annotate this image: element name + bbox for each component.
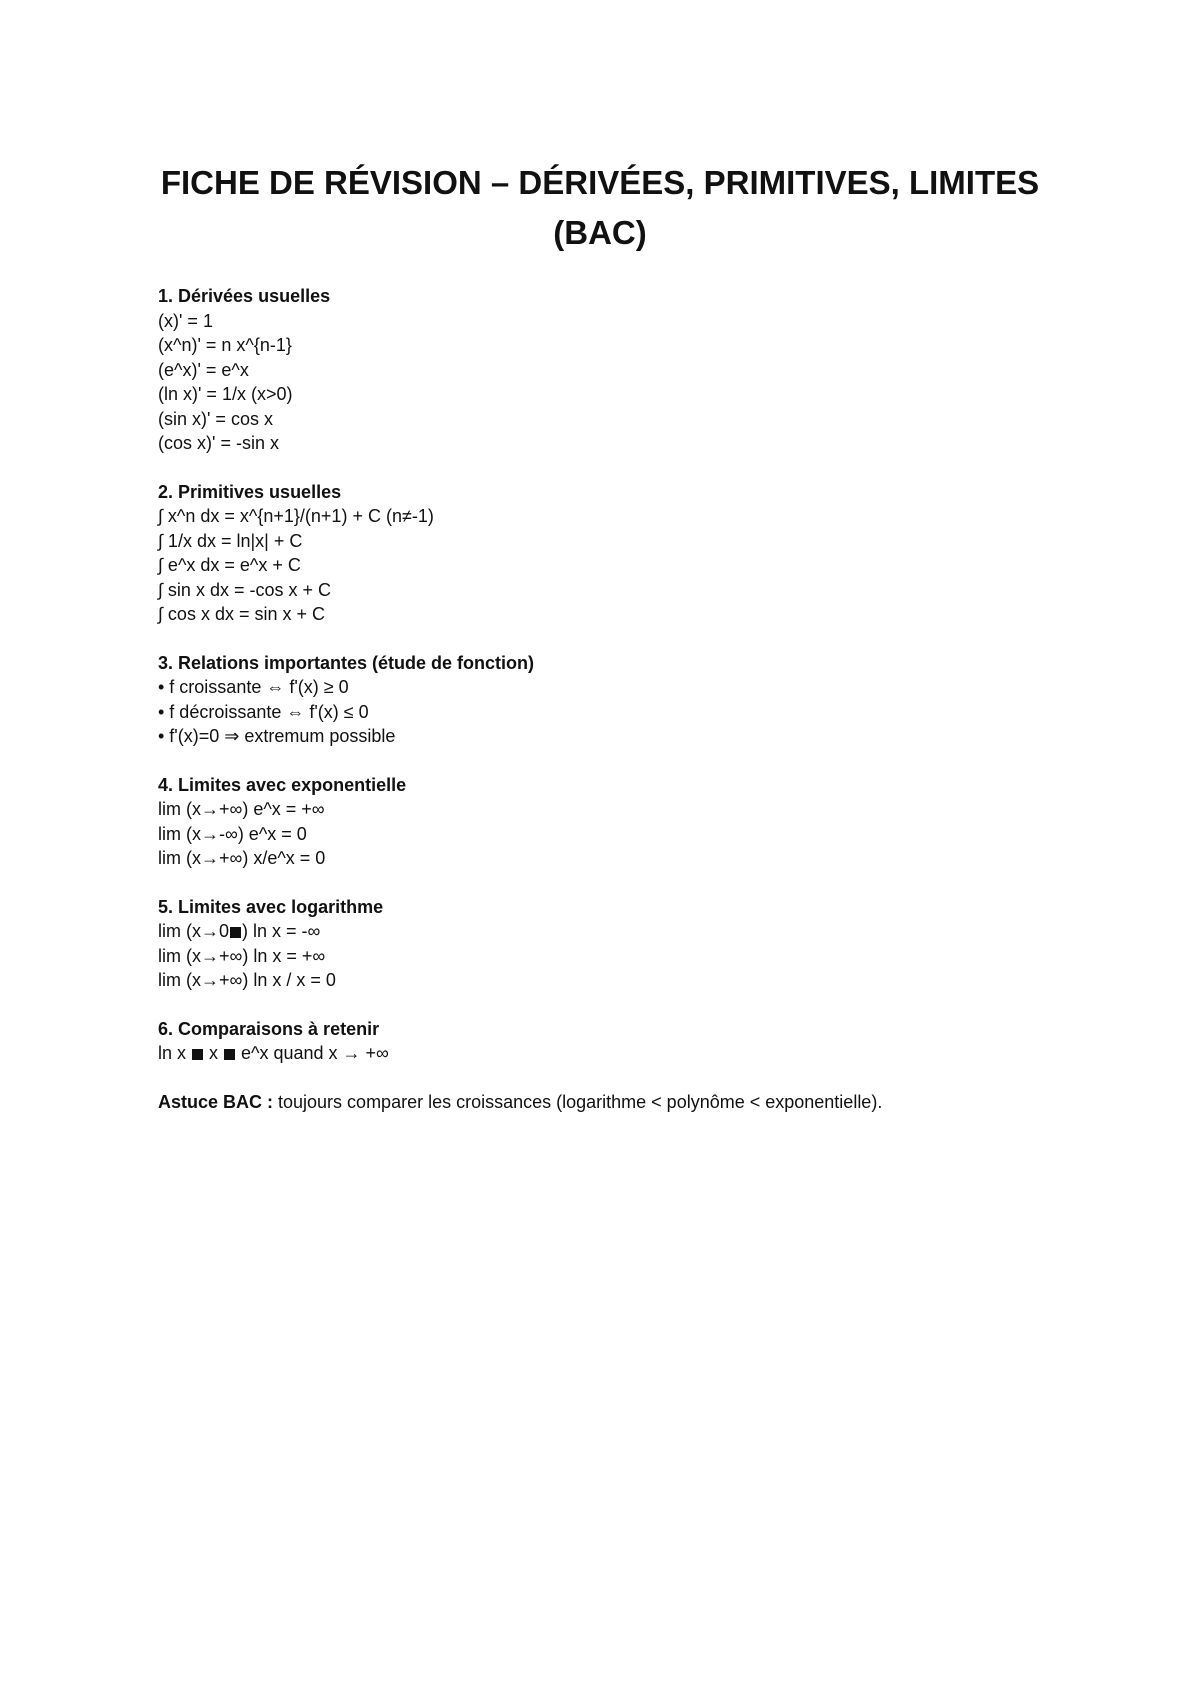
section-title: 3. Relations importantes (étude de fonction) — [158, 652, 535, 673]
formula-line: (x^n)' = n x^{n-1} — [158, 335, 292, 355]
formula-part: ) ln x = -∞ — [242, 921, 321, 941]
bullet-line: • f croissante ⇔ f'(x) ≥ 0 — [158, 677, 349, 697]
formula-line: lim (x→+∞) ln x / x = 0 — [158, 970, 336, 990]
formula-part: e^x quand x → +∞ — [236, 1043, 389, 1063]
formula-line: lim (x→-∞) e^x = 0 — [158, 823, 307, 844]
formula-line: (cos x)' = -sin x — [158, 433, 279, 453]
page-title: FICHE DE RÉVISION – DÉRIVÉES, PRIMITIVES, LIMITES (BAC) — [160, 164, 1040, 251]
section-title: 5. Limites avec logarithme — [158, 896, 384, 917]
section-title: 6. Comparaisons à retenir — [158, 1018, 380, 1039]
tip-label: Astuce BAC : — [158, 1091, 274, 1112]
missing-glyph-square-icon — [230, 927, 241, 938]
formula-line: ∫ cos x dx = sin x + C — [158, 604, 325, 624]
missing-glyph-square-icon — [224, 1049, 235, 1060]
formula-line: (x)' = 1 — [158, 310, 213, 331]
bullet-line: • f décroissante ⇔ f'(x) ≤ 0 — [158, 701, 369, 722]
document-body — [158, 284, 1058, 1114]
formula-line: (e^x)' = e^x — [158, 359, 249, 380]
formula-line: lim (x→+∞) x/e^x = 0 — [158, 848, 326, 868]
bac-tip — [158, 1090, 1058, 1115]
formula-line: lim (x→+∞) ln x = +∞ — [158, 945, 326, 966]
formula-line: (ln x)' = 1/x (x>0) — [158, 384, 293, 404]
section-comparaisons — [158, 1017, 1058, 1066]
formula-part: ln x — [158, 1043, 192, 1063]
formula-line — [158, 919, 1058, 944]
formula-line: ∫ 1/x dx = ln|x| + C — [158, 530, 303, 551]
section-relations — [158, 651, 1058, 749]
formula-line: lim (x→+∞) e^x = +∞ — [158, 799, 325, 819]
section-primitives — [158, 480, 1058, 627]
section-limites-logarithme — [158, 895, 1058, 993]
section-title: 2. Primitives usuelles — [158, 481, 342, 502]
section-derivees — [158, 284, 1058, 456]
bullet-line: • f'(x)=0 ⇒ extremum possible — [158, 726, 396, 746]
formula-line: (sin x)' = cos x — [158, 408, 273, 429]
tip-text: toujours comparer les croissances (logarithme < polynôme < exponentielle). — [273, 1091, 883, 1112]
formula-line — [158, 1041, 1058, 1066]
missing-glyph-square-icon — [192, 1049, 203, 1060]
section-title: 1. Dérivées usuelles — [158, 286, 331, 306]
formula-part: x — [204, 1043, 224, 1063]
formula-line: ∫ sin x dx = -cos x + C — [158, 579, 331, 600]
section-title: 4. Limites avec exponentielle — [158, 774, 407, 795]
formula-part: lim (x→0 — [158, 921, 229, 941]
section-limites-exponentielle — [158, 773, 1058, 871]
formula-line: ∫ x^n dx = x^{n+1}/(n+1) + C (n≠-1) — [158, 506, 434, 526]
formula-line: ∫ e^x dx = e^x + C — [158, 555, 301, 575]
